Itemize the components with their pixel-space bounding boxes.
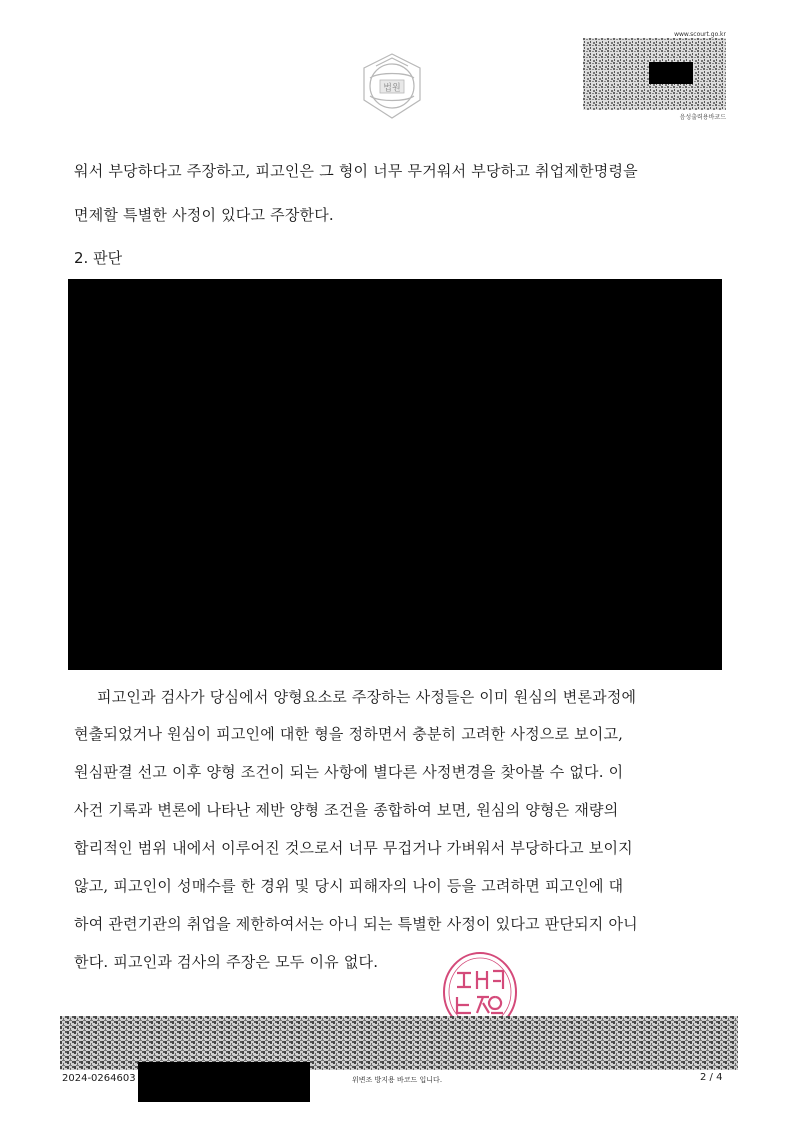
- body-line: 원심판결 선고 이후 양형 조건이 되는 사항에 별다른 사정변경을 찾아볼 수 없다. 이: [74, 763, 624, 781]
- redacted-footer: [138, 1062, 310, 1102]
- body-line: 않고, 피고인이 성매수를 한 경위 및 당시 피해자의 나이 등을 고려하면 피고인에 대: [74, 877, 624, 895]
- body-line: 하여 관련기관의 취업을 제한하여서는 아니 되는 특별한 사정이 있다고 판단되지 아니: [74, 915, 638, 933]
- seal-text: 법원: [383, 83, 401, 94]
- court-seal-icon: [356, 50, 428, 122]
- voice-barcode: [583, 38, 726, 110]
- body-line: 사건 기록과 변론에 나타난 제반 양형 조건을 종합하여 보면, 원심의 양형은 재량의: [74, 801, 619, 819]
- barcode-url: www.scourt.go.kr: [674, 31, 726, 38]
- body-line: 합리적인 범위 내에서 이루어진 것으로서 너무 무겁거나 가벼워서 부당하다고 보이지: [74, 839, 633, 857]
- redacted-block: [68, 279, 722, 670]
- body-line: 워서 부당하다고 주장하고, 피고인은 그 형이 너무 무거워서 부당하고 취업제한명령을: [74, 162, 638, 180]
- body-line: 한다. 피고인과 검사의 주장은 모두 이유 없다.: [74, 953, 379, 971]
- section-heading: 2. 판단: [74, 249, 123, 267]
- page-number: 2 / 4: [700, 1072, 723, 1083]
- body-line: 피고인과 검사가 당심에서 양형요소로 주장하는 사정들은 이미 원심의 변론과정에: [97, 688, 637, 706]
- body-line: 현출되었거나 원심이 피고인에 대한 형을 정하면서 충분히 고려한 사정으로 보이고,: [74, 725, 624, 743]
- document-number: 2024-0264603: [62, 1073, 136, 1084]
- body-line: 면제할 특별한 사정이 있다고 주장한다.: [74, 206, 334, 224]
- barcode-caption: 음성출력용바코드: [679, 114, 726, 121]
- footer-notice: 위변조 방지용 바코드 입니다.: [352, 1076, 443, 1084]
